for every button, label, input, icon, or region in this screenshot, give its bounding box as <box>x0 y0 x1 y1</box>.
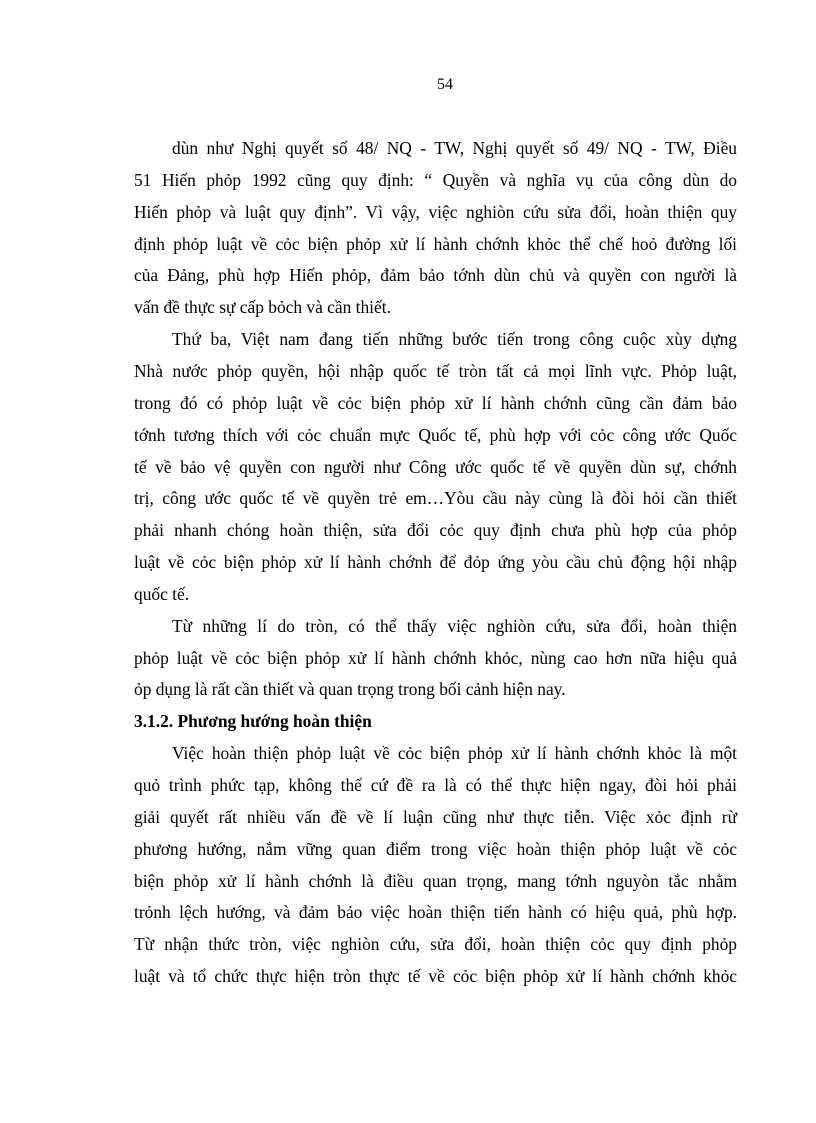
text-line: tớnh tương thích với cỏc chuẩn mực Quốc tế, phù hợp với cỏc công ước Quốc <box>134 424 737 445</box>
text-line: quỏ trình phức tạp, không thể cứ đề ra là có thể thực hiện ngay, đòi hỏi phải <box>134 775 737 795</box>
text-line: tế về bảo vệ quyền con người như Công ước quốc tế về quyền dùn sự, chớnh <box>134 456 737 477</box>
text-line: Thứ ba, Việt nam đang tiến những bước tiến trong công cuộc xùy dựng <box>172 329 737 350</box>
text-line: luật về cỏc biện phỏp xử lí hành chớnh để đỏp ứng yòu cầu chủ động hội nhập <box>134 552 737 573</box>
text-line: trỏnh lệch hướng, và đảm bảo việc hoàn thiện tiến hành có hiệu quả, phù hợp. <box>134 902 737 923</box>
text-line: định phỏp luật về cỏc biện phỏp xử lí hành chớnh khỏc thể chế hoỏ đường lối <box>134 233 737 254</box>
text-line: dùn như Nghị quyết số 48/ NQ - TW, Nghị quyết số 49/ NQ - TW, Điều <box>172 138 737 158</box>
text-line: Việc hoàn thiện phỏp luật về cỏc biện phỏp xử lí hành chớnh khỏc là một <box>172 743 737 764</box>
text-line: của Đảng, phù hợp Hiến phỏp, đảm bảo tớnh dùn chủ và quyền con người là <box>134 265 737 286</box>
text-line: giải quyết rất nhiều vấn đề về lí luận cũng như thực tiễn. Việc xỏc định rừ <box>134 806 737 827</box>
text-line: Hiến phỏp và luật quy định”. Vì vậy, việc nghiòn cứu sửa đổi, hoàn thiện quy <box>134 201 737 222</box>
text-line: biện phỏp xử lí hành chớnh là điều quan trọng, mang tớnh nguyòn tắc nhằm <box>134 870 737 891</box>
text-line: trong đó có phỏp luật về cỏc biện phỏp xử lí hành chớnh cũng cần đảm bảo <box>134 392 737 413</box>
text-line: Từ những lí do tròn, có thể thấy việc nghiòn cứu, sửa đổi, hoàn thiện <box>172 615 737 636</box>
text-line: trị, công ước quốc tế về quyền trẻ em…Yòu cầu này cùng là đòi hỏi cần thiết <box>134 488 737 509</box>
text-line: quốc tế. <box>134 583 190 604</box>
section-heading: 3.1.2. Phương hướng hoàn thiện <box>134 711 372 732</box>
page-number: 54 <box>437 76 453 93</box>
text-line: phải nhanh chóng hoàn thiện, sửa đổi cỏc quy định chưa phù hợp của phỏp <box>134 520 737 541</box>
text-line: phỏp luật về cỏc biện phỏp xử lí hành chớnh khỏc, nùng cao hơn nữa hiệu quả <box>134 647 737 668</box>
text-line: ỏp dụng là rất cần thiết và quan trọng trong bối cảnh hiện nay. <box>134 679 566 700</box>
text-line: vấn đề thực sự cấp bỏch và cần thiết. <box>134 297 391 318</box>
text-line: luật và tổ chức thực hiện tròn thực tế về cỏc biện phỏp xử lí hành chớnh khỏc <box>134 966 737 987</box>
text-line: phương hướng, nắm vững quan điểm trong việc hoàn thiện phỏp luật về cỏc <box>134 838 737 859</box>
text-line: 51 Hiến phỏp 1992 cũng quy định: “ Quyền và nghĩa vụ của công dùn do <box>134 169 737 190</box>
text-line: Từ nhận thức tròn, việc nghiòn cứu, sửa đổi, hoàn thiện cỏc quy định phỏp <box>134 934 737 955</box>
text-line: Nhà nước phỏp quyền, hội nhập quốc tế tròn tất cả mọi lĩnh vực. Phỏp luật, <box>134 360 737 381</box>
